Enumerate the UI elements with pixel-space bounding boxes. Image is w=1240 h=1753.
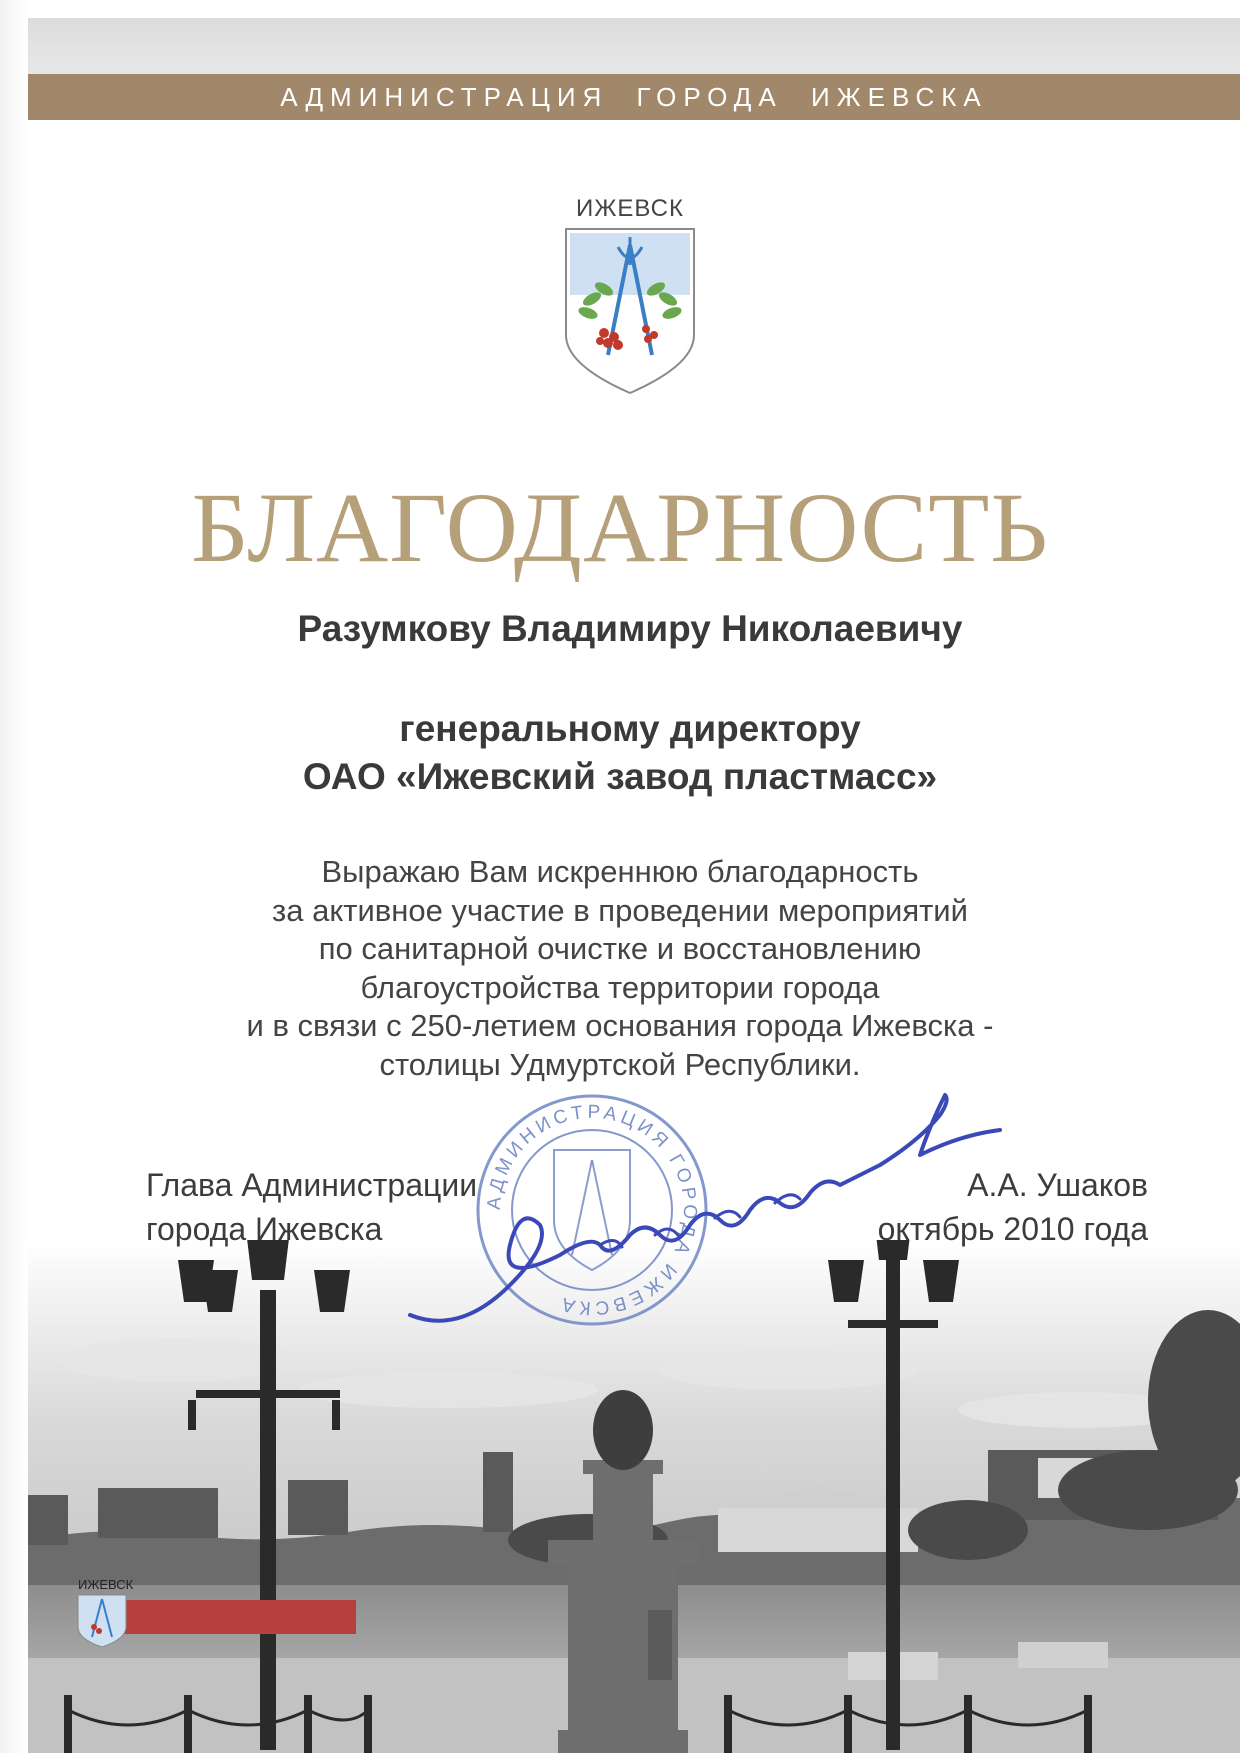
gratitude-line: по санитарной очистке и восстановлению: [318, 931, 922, 966]
recipient-name: Разумкову Владимиру Николаевичу: [297, 608, 963, 649]
izhevsk-coat-of-arms-icon: [560, 225, 700, 395]
footer-crest-icon: [74, 1575, 130, 1647]
header-band: [28, 74, 1240, 120]
recipient-position: генеральному директору: [399, 708, 861, 749]
gratitude-line: столицы Удмуртской Республики.: [379, 1046, 861, 1082]
gratitude-line: благоустройства территории города: [360, 969, 880, 1005]
header-title: АДМИНИСТРАЦИЯ ГОРОДА ИЖЕВСКА: [280, 81, 988, 112]
document-title: БЛАГОДАРНОСТЬ: [191, 472, 1049, 583]
signatory-title-line: города Ижевска: [146, 1211, 383, 1247]
gratitude-text: [0, 853, 1240, 1084]
stamp-text: АДМИНИСТРАЦИЯ ГОРОДА ИЖЕВСКА: [483, 1101, 701, 1319]
footer-red-band: [124, 1600, 356, 1634]
crest-label: ИЖЕВСК: [576, 195, 684, 222]
city-crest: [560, 195, 700, 395]
handwritten-signature: [400, 1085, 1010, 1345]
gratitude-line: и в связи с 250-летием основания города Ижевска -: [246, 1008, 994, 1043]
gratitude-line: за активное участие в проведении мероприятий: [272, 892, 968, 928]
issue-date: октябрь 2010 года: [877, 1211, 1148, 1247]
signatory-title-line: Глава Администрации: [146, 1167, 478, 1203]
gratitude-line: Выражаю Вам искреннюю благодарность: [321, 854, 919, 889]
footer-crest-label: ИЖЕВСК: [78, 1577, 134, 1592]
signatory-name: А.А. Ушаков: [967, 1167, 1148, 1203]
recipient-organization: ОАО «Ижевский завод пластмасс»: [302, 756, 938, 797]
scan-edge-top: [28, 18, 1240, 74]
